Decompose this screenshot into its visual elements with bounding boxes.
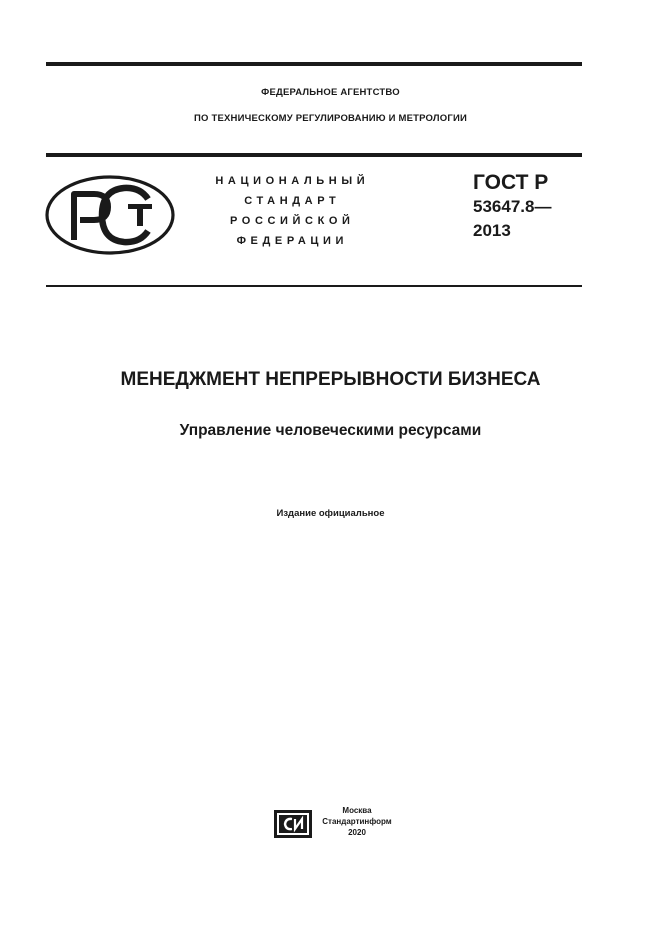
standartinform-logo-icon	[274, 810, 312, 838]
rst-certification-logo-icon	[44, 174, 176, 256]
top-divider	[46, 62, 582, 66]
publisher-city: Москва	[342, 806, 372, 815]
gost-designation	[473, 171, 551, 243]
edition-label: Издание официальное	[276, 508, 385, 519]
gost-prefix: ГОСТ Р	[473, 171, 549, 194]
publisher-name: Стандартинформ	[322, 817, 392, 826]
standard-type-label	[190, 171, 390, 251]
gost-year: 2013	[473, 221, 511, 240]
publication-year: 2020	[348, 828, 366, 837]
agency-name-line-1: ФЕДЕРАЛЬНОЕ АГЕНТСТВО	[261, 87, 400, 98]
publisher-info	[316, 805, 398, 838]
agency-name-line-2: ПО ТЕХНИЧЕСКОМУ РЕГУЛИРОВАНИЮ И МЕТРОЛОГИИ	[194, 113, 467, 124]
standard-type-line-1: НАЦИОНАЛЬНЫЙ	[215, 175, 370, 187]
document-subtitle: Управление человеческими ресурсами	[179, 422, 482, 439]
standard-type-line-4: ФЕДЕРАЦИИ	[236, 235, 349, 247]
document-title: МЕНЕДЖМЕНТ НЕПРЕРЫВНОСТИ БИЗНЕСА	[120, 369, 541, 390]
gost-code: 53647.8—	[473, 197, 552, 216]
standard-block-divider	[46, 285, 582, 287]
standard-type-line-2: СТАНДАРТ	[244, 195, 341, 207]
header-divider	[46, 153, 582, 157]
standard-type-line-3: РОССИЙСКОЙ	[230, 215, 355, 227]
